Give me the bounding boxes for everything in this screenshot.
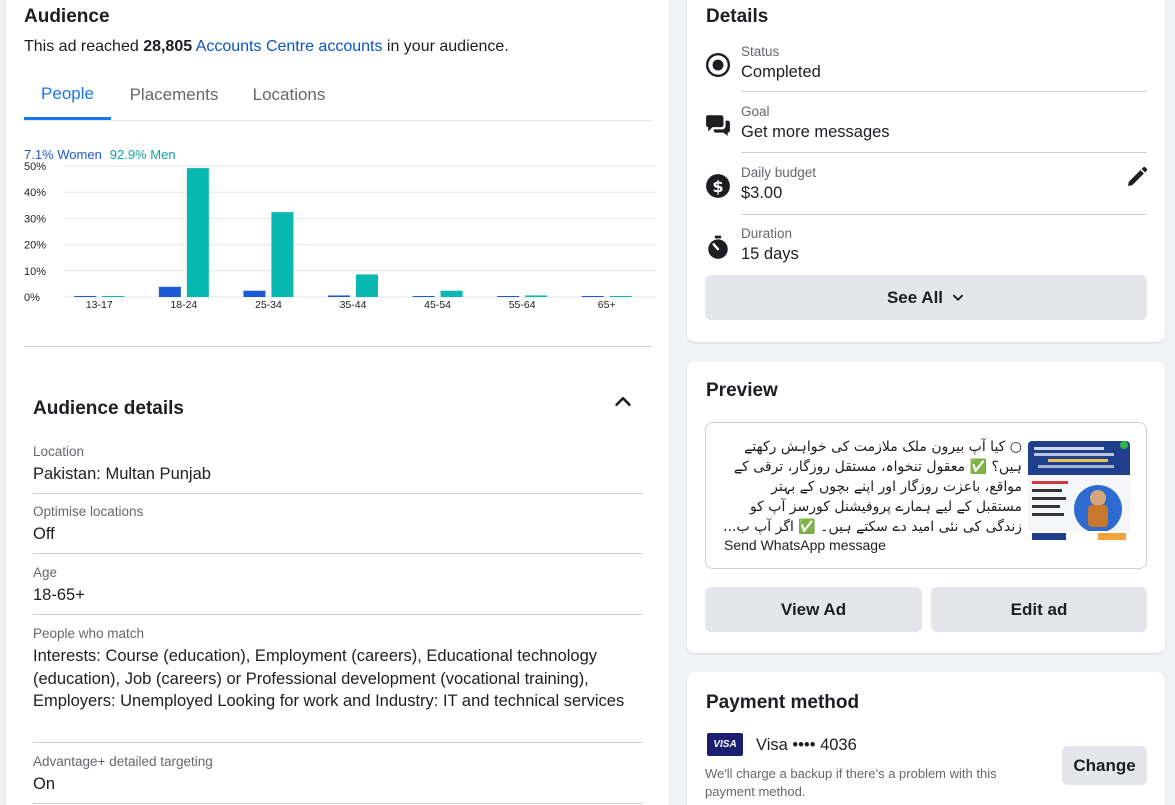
field-divider xyxy=(33,553,643,554)
x-tick-label: 35-44 xyxy=(339,299,367,311)
accounts-centre-link[interactable]: Accounts Centre accounts xyxy=(195,38,383,55)
dollar-icon xyxy=(705,173,731,199)
chevron-up-icon[interactable] xyxy=(612,390,634,412)
svg-text:$: $ xyxy=(712,176,724,196)
location-value: Pakistan: Multan Punjab xyxy=(33,465,211,483)
details-divider xyxy=(741,152,1147,153)
x-tick-label: 65+ xyxy=(597,299,616,311)
chat-icon xyxy=(705,112,731,138)
men-legend: 92.9% Men xyxy=(109,147,176,162)
reach-suffix: in your audience. xyxy=(382,38,509,55)
duration-text xyxy=(741,226,799,264)
location-label: Location xyxy=(33,444,85,459)
goal-text xyxy=(741,104,890,142)
bar-men-55-64 xyxy=(525,295,547,297)
age-label: Age xyxy=(33,565,58,580)
bar-men-35-44 xyxy=(356,274,378,297)
y-tick-label: 50% xyxy=(24,162,47,173)
bar-women-55-64 xyxy=(497,296,519,297)
y-tick-label: 40% xyxy=(24,187,47,200)
duration-label: Duration xyxy=(741,226,793,241)
audience-tabs xyxy=(24,70,652,120)
details-card xyxy=(687,0,1165,342)
goal-label: Goal xyxy=(741,104,770,119)
details-divider xyxy=(741,214,1147,215)
audience-details-title: Audience details xyxy=(33,398,184,419)
people-who-match-field xyxy=(33,626,643,713)
bar-men-18-24 xyxy=(187,168,209,297)
field-divider xyxy=(33,742,643,743)
advantage-targeting-value: On xyxy=(33,775,56,793)
see-all-button[interactable] xyxy=(705,275,1147,320)
women-legend: 7.1% Women xyxy=(24,147,102,162)
payment-card xyxy=(687,672,1165,805)
stopwatch-icon xyxy=(705,234,731,260)
details-divider xyxy=(741,91,1147,92)
y-tick-label: 20% xyxy=(24,239,47,252)
tab-locations[interactable]: Locations xyxy=(252,85,326,104)
bar-women-25-34 xyxy=(243,291,265,297)
age-value: 18-65+ xyxy=(33,586,85,604)
field-divider xyxy=(33,493,643,494)
preview-title: Preview xyxy=(706,380,778,401)
bar-men-25-34 xyxy=(271,212,293,297)
budget-text xyxy=(741,165,816,203)
field-divider xyxy=(33,614,643,615)
bar-women-35-44 xyxy=(328,295,350,297)
edit-ad-button[interactable]: Edit ad xyxy=(931,587,1147,632)
status-value: Completed xyxy=(741,63,821,81)
optimise-locations-label: Optimise locations xyxy=(33,504,144,519)
ad-cta-text: Send WhatsApp message xyxy=(724,537,886,553)
audience-title: Audience xyxy=(24,6,110,27)
payment-note: We'll charge a backup if there's a problem with this payment method. xyxy=(705,766,997,799)
radio-icon xyxy=(705,52,731,78)
chevron-down-icon xyxy=(951,291,965,305)
card-number: Visa •••• 4036 xyxy=(756,736,857,754)
bar-men-13-17 xyxy=(102,296,124,297)
payment-title: Payment method xyxy=(706,692,860,713)
duration-value: 15 days xyxy=(741,245,799,263)
advantage-targeting-field xyxy=(33,754,643,796)
goal-value: Get more messages xyxy=(741,123,890,141)
visa-card-icon: VISA xyxy=(707,733,743,756)
audience-card xyxy=(6,0,669,805)
reach-prefix: This ad reached xyxy=(24,38,144,55)
bar-men-45-54 xyxy=(441,291,463,297)
x-tick-label: 18-24 xyxy=(170,299,198,311)
bar-women-45-54 xyxy=(413,296,435,297)
ad-primary-text: ○ کیا آپ بیرون ملک ملازمت کی خواہش رکھتے ہیں؟ ✅ معقول تنخواہ، مستقل روزگار، ترقی کے مواقع، باعزت روزگار اور اپنے بچوں کے بہتر مستقبل کے لیے ہمارے پروفیشنل کورسز آپ کو زندگی کی نئی امید دے سکتے ہیں۔ ✅ اگر آپ ب... xyxy=(723,439,1022,535)
field-divider xyxy=(33,803,643,804)
y-tick-label: 30% xyxy=(24,213,47,226)
pencil-icon[interactable] xyxy=(1125,165,1149,189)
people-who-match-label: People who match xyxy=(33,626,145,641)
advantage-targeting-label: Advantage+ detailed targeting xyxy=(33,754,213,769)
status-label: Status xyxy=(741,44,780,59)
ad-preview[interactable] xyxy=(705,422,1147,569)
bar-men-65+ xyxy=(610,296,632,297)
see-all-label: See All xyxy=(886,287,944,307)
view-ad-button[interactable]: View Ad xyxy=(705,587,922,632)
y-tick-label: 10% xyxy=(24,265,47,278)
gender-legend xyxy=(24,147,176,162)
preview-card xyxy=(687,361,1165,653)
x-tick-label: 45-54 xyxy=(424,299,452,311)
tabs-divider xyxy=(24,120,652,121)
tab-placements[interactable]: Placements xyxy=(129,85,219,104)
bar-women-13-17 xyxy=(74,296,96,297)
optimise-locations-value: Off xyxy=(33,525,55,543)
y-tick-label: 0% xyxy=(24,292,40,304)
reach-count: 28,805 xyxy=(143,38,193,55)
x-tick-label: 55-64 xyxy=(508,299,536,311)
age-field xyxy=(33,565,643,607)
chart-divider xyxy=(24,346,652,347)
tab-people[interactable]: People xyxy=(24,70,111,120)
bar-women-65+ xyxy=(582,296,604,297)
change-payment-button[interactable]: Change xyxy=(1062,746,1147,785)
location-field xyxy=(33,444,643,486)
age-gender-chart xyxy=(24,162,656,322)
reach-summary xyxy=(24,38,509,56)
x-tick-label: 25-34 xyxy=(254,299,282,311)
status-text xyxy=(741,44,821,82)
budget-label: Daily budget xyxy=(741,165,817,180)
ad-thumbnail-image xyxy=(1028,441,1130,543)
people-who-match-value: Interests: Course (education), Employment (careers), Educational technology (education), Job (careers) or Professional development (vocational training), Employers: Unemployed Looking for work and Industry: IT and technical services xyxy=(33,647,625,710)
details-title: Details xyxy=(706,6,769,27)
optimise-locations-field xyxy=(33,504,643,546)
x-tick-label: 13-17 xyxy=(85,299,113,311)
budget-value: $3.00 xyxy=(741,184,783,202)
bar-women-18-24 xyxy=(159,287,181,297)
